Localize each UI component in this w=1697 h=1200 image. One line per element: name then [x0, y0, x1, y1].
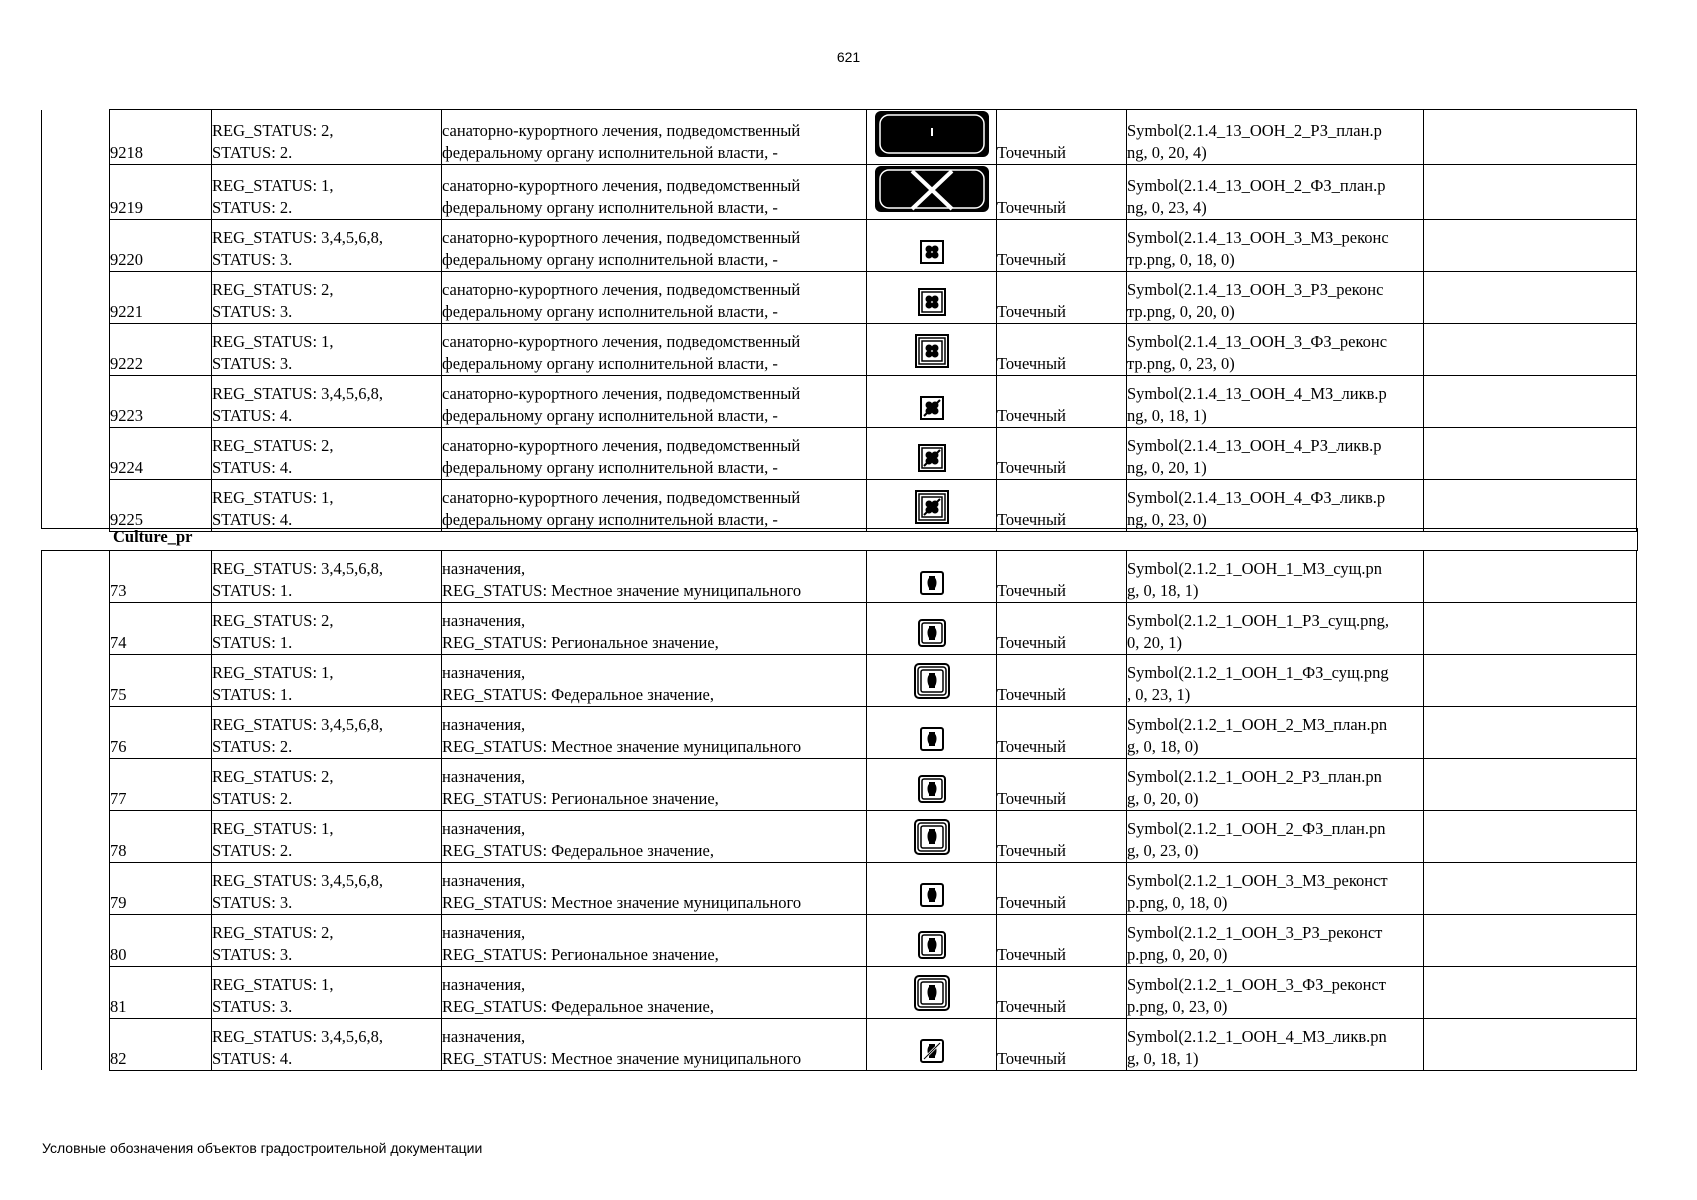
symbol-line-1: Symbol(2.1.4_13_ООН_3_ФЗ_реконс [1127, 332, 1388, 351]
geometry-type: Точечный [997, 428, 1127, 480]
object-id: 9219 [110, 165, 212, 220]
object-id: 81 [110, 967, 212, 1019]
symbol-line-2: g, 0, 20, 0) [1127, 789, 1199, 808]
table-row [110, 863, 1637, 915]
vase-federal-icon [913, 818, 951, 856]
geometry-type: Точечный [997, 480, 1127, 532]
object-id: 75 [110, 655, 212, 707]
empty-cell [1424, 551, 1637, 603]
geometry-type: Точечный [997, 863, 1127, 915]
empty-cell [1424, 759, 1637, 811]
clover-liquidation-local-icon [919, 395, 945, 421]
description-cell [442, 272, 867, 324]
description-cell [442, 376, 867, 428]
status-line-2: STATUS: 3. [212, 997, 293, 1016]
table-row [110, 376, 1637, 428]
status-line-1: REG_STATUS: 2, [212, 923, 334, 942]
status-cell [212, 110, 442, 165]
description-cell [442, 967, 867, 1019]
symbol-line-1: Symbol(2.1.4_13_ООН_2_РЗ_план.p [1127, 121, 1382, 140]
status-line-2: STATUS: 2. [212, 841, 293, 860]
object-id: 76 [110, 707, 212, 759]
status-cell [212, 480, 442, 532]
table-row [110, 220, 1637, 272]
symbol-line-2: ng, 0, 20, 4) [1127, 143, 1207, 162]
symbol-line-1: Symbol(2.1.2_1_ООН_3_МЗ_реконст [1127, 871, 1388, 890]
description-line-2: REG_STATUS: Местное значение муниципального [442, 737, 802, 756]
symbol-line-1: Symbol(2.1.4_13_ООН_3_МЗ_реконс [1127, 228, 1389, 247]
vase-liquidation-local-icon [919, 1038, 945, 1064]
status-line-1: REG_STATUS: 3,4,5,6,8, [212, 559, 384, 578]
description-cell [442, 863, 867, 915]
status-line-2: STATUS: 1. [212, 633, 293, 652]
group-label: Culture_pr [113, 527, 193, 546]
symbol-line-2: р.png, 0, 18, 0) [1127, 893, 1228, 912]
object-id: 9225 [110, 480, 212, 532]
description-cell [442, 110, 867, 165]
geometry-type: Точечный [997, 1019, 1127, 1071]
empty-cell [1424, 272, 1637, 324]
empty-cell [1424, 480, 1637, 532]
description-line-2: федеральному органу исполнительной власти, - [442, 458, 778, 477]
description-line-1: назначения, [442, 923, 526, 942]
symbol-line-2: ng, 0, 18, 1) [1127, 406, 1207, 425]
symbol-line-2: р.png, 0, 23, 0) [1127, 997, 1228, 1016]
geometry-type: Точечный [997, 655, 1127, 707]
empty-cell [1424, 707, 1637, 759]
description-line-1: санаторно-курортного лечения, подведомственный [442, 436, 801, 455]
clover-liquidation-federal-icon [914, 489, 950, 525]
status-cell [212, 967, 442, 1019]
geometry-type: Точечный [997, 272, 1127, 324]
description-line-2: REG_STATUS: Федеральное значение, [442, 841, 714, 860]
empty-cell [1424, 220, 1637, 272]
symbol-image-cell [867, 165, 997, 220]
description-cell [442, 915, 867, 967]
clover-local-icon [919, 239, 945, 265]
geometry-type: Точечный [997, 110, 1127, 165]
description-cell [442, 428, 867, 480]
vase-local-icon [919, 882, 945, 908]
symbol-image-cell [867, 428, 997, 480]
symbol-expression-cell [1127, 915, 1424, 967]
object-id: 77 [110, 759, 212, 811]
table-row [110, 759, 1637, 811]
table-row [110, 915, 1637, 967]
symbol-line-1: Symbol(2.1.2_1_ООН_3_ФЗ_реконст [1127, 975, 1387, 994]
symbol-expression-cell [1127, 759, 1424, 811]
symbol-image-cell [867, 480, 997, 532]
status-line-1: REG_STATUS: 1, [212, 819, 334, 838]
empty-cell [1424, 376, 1637, 428]
geometry-type: Точечный [997, 915, 1127, 967]
status-cell [212, 603, 442, 655]
status-line-1: REG_STATUS: 1, [212, 332, 334, 351]
empty-cell [1424, 603, 1637, 655]
symbol-line-2: тр.png, 0, 18, 0) [1127, 250, 1235, 269]
symbol-expression-cell [1127, 220, 1424, 272]
description-line-1: санаторно-курортного лечения, подведомственный [442, 384, 801, 403]
description-line-1: назначения, [442, 715, 526, 734]
table-row [110, 110, 1637, 165]
table-row [110, 967, 1637, 1019]
status-line-2: STATUS: 1. [212, 581, 293, 600]
symbol-line-1: Symbol(2.1.2_1_ООН_1_РЗ_сущ.png, [1127, 611, 1390, 630]
symbol-image-cell [867, 110, 997, 165]
description-line-2: федеральному органу исполнительной власти, - [442, 198, 778, 217]
empty-cell [1424, 165, 1637, 220]
geometry-type: Точечный [997, 551, 1127, 603]
object-id: 9221 [110, 272, 212, 324]
geometry-type: Точечный [997, 967, 1127, 1019]
empty-cell [1424, 915, 1637, 967]
description-line-1: санаторно-курортного лечения, подведомственный [442, 176, 801, 195]
symbol-image-cell [867, 863, 997, 915]
description-line-1: санаторно-курортного лечения, подведомственный [442, 228, 801, 247]
status-line-2: STATUS: 3. [212, 945, 293, 964]
status-cell [212, 376, 442, 428]
table-row [110, 811, 1637, 863]
symbol-line-2: , 0, 23, 1) [1127, 685, 1191, 704]
symbol-line-2: р.png, 0, 20, 0) [1127, 945, 1228, 964]
symbol-line-1: Symbol(2.1.2_1_ООН_3_РЗ_реконст [1127, 923, 1383, 942]
clover-regional-icon [917, 287, 947, 317]
symbol-expression-cell [1127, 324, 1424, 376]
description-line-1: назначения, [442, 559, 526, 578]
empty-cell [1424, 1019, 1637, 1071]
symbol-line-1: Symbol(2.1.4_13_ООН_4_МЗ_ликв.p [1127, 384, 1387, 403]
symbol-line-2: тр.png, 0, 20, 0) [1127, 302, 1235, 321]
empty-cell [1424, 428, 1637, 480]
status-cell [212, 324, 442, 376]
symbol-expression-cell [1127, 110, 1424, 165]
status-line-1: REG_STATUS: 3,4,5,6,8, [212, 871, 384, 890]
status-cell [212, 272, 442, 324]
table-row [110, 428, 1637, 480]
status-line-1: REG_STATUS: 3,4,5,6,8, [212, 715, 384, 734]
clover-federal-icon [914, 333, 950, 369]
symbol-line-1: Symbol(2.1.4_13_ООН_2_ФЗ_план.p [1127, 176, 1386, 195]
symbol-expression-cell [1127, 707, 1424, 759]
status-cell [212, 707, 442, 759]
symbol-table-sanatorium [109, 109, 1637, 532]
geometry-type: Точечный [997, 759, 1127, 811]
symbol-image-cell [867, 1019, 997, 1071]
group-bracket-bottom [41, 550, 42, 1070]
description-line-2: REG_STATUS: Региональное значение, [442, 633, 719, 652]
description-cell [442, 220, 867, 272]
geometry-type: Точечный [997, 603, 1127, 655]
symbol-image-cell [867, 811, 997, 863]
empty-cell [1424, 655, 1637, 707]
symbol-image-cell [867, 655, 997, 707]
status-cell [212, 428, 442, 480]
description-line-1: санаторно-курортного лечения, подведомственный [442, 280, 801, 299]
symbol-image-cell [867, 324, 997, 376]
symbol-line-2: g, 0, 18, 1) [1127, 581, 1199, 600]
symbol-expression-cell [1127, 655, 1424, 707]
symbol-expression-cell [1127, 165, 1424, 220]
footer-caption: Условные обозначения объектов градостроительной документации [42, 1140, 483, 1156]
status-line-2: STATUS: 4. [212, 510, 293, 529]
symbol-line-1: Symbol(2.1.2_1_ООН_1_ФЗ_сущ.png [1127, 663, 1389, 682]
page-number: 621 [836, 49, 861, 65]
symbol-line-2: 0, 20, 1) [1127, 633, 1182, 652]
status-line-2: STATUS: 2. [212, 737, 293, 756]
status-cell [212, 165, 442, 220]
status-line-2: STATUS: 3. [212, 893, 293, 912]
geometry-type: Точечный [997, 811, 1127, 863]
vase-federal-icon [913, 662, 951, 700]
status-line-1: REG_STATUS: 1, [212, 663, 334, 682]
description-line-2: REG_STATUS: Региональное значение, [442, 945, 719, 964]
symbol-image-cell [867, 707, 997, 759]
group-row-right-border [1637, 528, 1638, 551]
status-line-2: STATUS: 3. [212, 354, 293, 373]
description-cell [442, 551, 867, 603]
description-line-2: REG_STATUS: Местное значение муниципального [442, 893, 802, 912]
clover-liquidation-regional-icon [917, 443, 947, 473]
description-line-2: REG_STATUS: Местное значение муниципального [442, 581, 802, 600]
symbol-image-cell [867, 915, 997, 967]
description-cell [442, 811, 867, 863]
table-row [110, 1019, 1637, 1071]
group-row-line-top [41, 528, 1638, 529]
symbol-line-2: ng, 0, 23, 0) [1127, 510, 1207, 529]
status-line-1: REG_STATUS: 2, [212, 436, 334, 455]
status-line-2: STATUS: 2. [212, 143, 293, 162]
table-row [110, 165, 1637, 220]
symbol-line-2: g, 0, 18, 1) [1127, 1049, 1199, 1068]
status-line-2: STATUS: 4. [212, 406, 293, 425]
status-cell [212, 759, 442, 811]
object-id: 78 [110, 811, 212, 863]
object-id: 73 [110, 551, 212, 603]
table-row [110, 707, 1637, 759]
symbol-line-1: Symbol(2.1.2_1_ООН_2_ФЗ_план.pn [1127, 819, 1386, 838]
empty-cell [1424, 324, 1637, 376]
object-id: 9218 [110, 110, 212, 165]
status-cell [212, 1019, 442, 1071]
description-line-2: федеральному органу исполнительной власти, - [442, 302, 778, 321]
table-row [110, 272, 1637, 324]
status-line-2: STATUS: 4. [212, 458, 293, 477]
symbol-expression-cell [1127, 428, 1424, 480]
symbol-image-cell [867, 272, 997, 324]
symbol-expression-cell [1127, 551, 1424, 603]
big-box-cross-icon [874, 165, 990, 213]
description-line-2: федеральному органу исполнительной власти, - [442, 143, 778, 162]
description-line-1: назначения, [442, 819, 526, 838]
status-cell [212, 811, 442, 863]
description-line-2: REG_STATUS: Местное значение муниципального [442, 1049, 802, 1068]
geometry-type: Точечный [997, 165, 1127, 220]
status-line-2: STATUS: 3. [212, 250, 293, 269]
symbol-expression-cell [1127, 1019, 1424, 1071]
description-line-1: санаторно-курортного лечения, подведомственный [442, 488, 801, 507]
vase-federal-icon [913, 974, 951, 1012]
object-id: 9222 [110, 324, 212, 376]
symbol-image-cell [867, 376, 997, 428]
symbol-image-cell [867, 759, 997, 811]
status-line-1: REG_STATUS: 1, [212, 176, 334, 195]
object-id: 9224 [110, 428, 212, 480]
geometry-type: Точечный [997, 220, 1127, 272]
description-cell [442, 707, 867, 759]
status-line-1: REG_STATUS: 2, [212, 767, 334, 786]
description-cell [442, 655, 867, 707]
description-cell [442, 165, 867, 220]
empty-cell [1424, 811, 1637, 863]
object-id: 74 [110, 603, 212, 655]
table-row [110, 655, 1637, 707]
status-cell [212, 863, 442, 915]
symbol-expression-cell [1127, 863, 1424, 915]
symbol-line-2: ng, 0, 23, 4) [1127, 198, 1207, 217]
status-line-2: STATUS: 2. [212, 198, 293, 217]
object-id: 80 [110, 915, 212, 967]
description-cell [442, 1019, 867, 1071]
table-body [110, 551, 1637, 1071]
symbol-image-cell [867, 220, 997, 272]
description-line-1: назначения, [442, 767, 526, 786]
description-line-2: федеральному органу исполнительной власти, - [442, 250, 778, 269]
status-line-1: REG_STATUS: 2, [212, 121, 334, 140]
empty-cell [1424, 110, 1637, 165]
description-line-2: федеральному органу исполнительной власти, - [442, 354, 778, 373]
table-row [110, 603, 1637, 655]
group-bracket-top [41, 110, 42, 529]
symbol-expression-cell [1127, 967, 1424, 1019]
big-box-plan-icon [874, 110, 990, 158]
description-line-1: назначения, [442, 975, 526, 994]
symbol-image-cell [867, 967, 997, 1019]
description-line-1: санаторно-курортного лечения, подведомственный [442, 121, 801, 140]
symbol-line-1: Symbol(2.1.2_1_ООН_1_МЗ_сущ.pn [1127, 559, 1382, 578]
description-line-2: федеральному органу исполнительной власти, - [442, 510, 778, 529]
status-line-1: REG_STATUS: 1, [212, 975, 334, 994]
object-id: 9220 [110, 220, 212, 272]
group-divider-bottom [41, 550, 109, 551]
symbol-image-cell [867, 603, 997, 655]
vase-regional-icon [917, 618, 947, 648]
symbol-line-1: Symbol(2.1.4_13_ООН_3_РЗ_реконс [1127, 280, 1384, 299]
geometry-type: Точечный [997, 376, 1127, 428]
description-line-1: назначения, [442, 1027, 526, 1046]
symbol-expression-cell [1127, 376, 1424, 428]
description-line-2: REG_STATUS: Региональное значение, [442, 789, 719, 808]
symbol-line-2: ng, 0, 20, 1) [1127, 458, 1207, 477]
status-line-2: STATUS: 1. [212, 685, 293, 704]
description-cell [442, 603, 867, 655]
table-row [110, 551, 1637, 603]
status-line-1: REG_STATUS: 2, [212, 611, 334, 630]
status-line-1: REG_STATUS: 2, [212, 280, 334, 299]
status-cell [212, 655, 442, 707]
status-line-2: STATUS: 4. [212, 1049, 293, 1068]
status-line-1: REG_STATUS: 1, [212, 488, 334, 507]
description-line-1: санаторно-курортного лечения, подведомственный [442, 332, 801, 351]
symbol-line-1: Symbol(2.1.2_1_ООН_2_МЗ_план.pn [1127, 715, 1388, 734]
object-id: 9223 [110, 376, 212, 428]
status-cell [212, 551, 442, 603]
symbol-line-2: g, 0, 23, 0) [1127, 841, 1199, 860]
status-line-1: REG_STATUS: 3,4,5,6,8, [212, 384, 384, 403]
description-line-2: федеральному органу исполнительной власти, - [442, 406, 778, 425]
symbol-expression-cell [1127, 603, 1424, 655]
symbol-expression-cell [1127, 811, 1424, 863]
table-row [110, 324, 1637, 376]
vase-regional-icon [917, 774, 947, 804]
object-id: 82 [110, 1019, 212, 1071]
symbol-line-1: Symbol(2.1.4_13_ООН_4_РЗ_ликв.p [1127, 436, 1382, 455]
status-line-2: STATUS: 3. [212, 302, 293, 321]
symbol-line-2: g, 0, 18, 0) [1127, 737, 1199, 756]
status-line-1: REG_STATUS: 3,4,5,6,8, [212, 228, 384, 247]
symbol-line-2: тр.png, 0, 23, 0) [1127, 354, 1235, 373]
symbol-table-culture [109, 550, 1637, 1071]
empty-cell [1424, 967, 1637, 1019]
symbol-line-1: Symbol(2.1.4_13_ООН_4_ФЗ_ликв.p [1127, 488, 1386, 507]
symbol-image-cell [867, 551, 997, 603]
vase-regional-icon [917, 930, 947, 960]
vase-local-icon [919, 570, 945, 596]
vase-local-icon [919, 726, 945, 752]
status-line-1: REG_STATUS: 3,4,5,6,8, [212, 1027, 384, 1046]
symbol-expression-cell [1127, 272, 1424, 324]
symbol-line-1: Symbol(2.1.2_1_ООН_4_МЗ_ликв.pn [1127, 1027, 1387, 1046]
empty-cell [1424, 863, 1637, 915]
description-cell [442, 759, 867, 811]
description-cell [442, 480, 867, 532]
symbol-line-1: Symbol(2.1.2_1_ООН_2_РЗ_план.pn [1127, 767, 1382, 786]
table-body [110, 110, 1637, 532]
status-cell [212, 915, 442, 967]
geometry-type: Точечный [997, 707, 1127, 759]
description-cell [442, 324, 867, 376]
status-line-2: STATUS: 2. [212, 789, 293, 808]
object-id: 79 [110, 863, 212, 915]
geometry-type: Точечный [997, 324, 1127, 376]
symbol-expression-cell [1127, 480, 1424, 532]
description-line-1: назначения, [442, 871, 526, 890]
table-row [110, 480, 1637, 532]
status-cell [212, 220, 442, 272]
description-line-2: REG_STATUS: Федеральное значение, [442, 685, 714, 704]
description-line-1: назначения, [442, 663, 526, 682]
description-line-1: назначения, [442, 611, 526, 630]
description-line-2: REG_STATUS: Федеральное значение, [442, 997, 714, 1016]
